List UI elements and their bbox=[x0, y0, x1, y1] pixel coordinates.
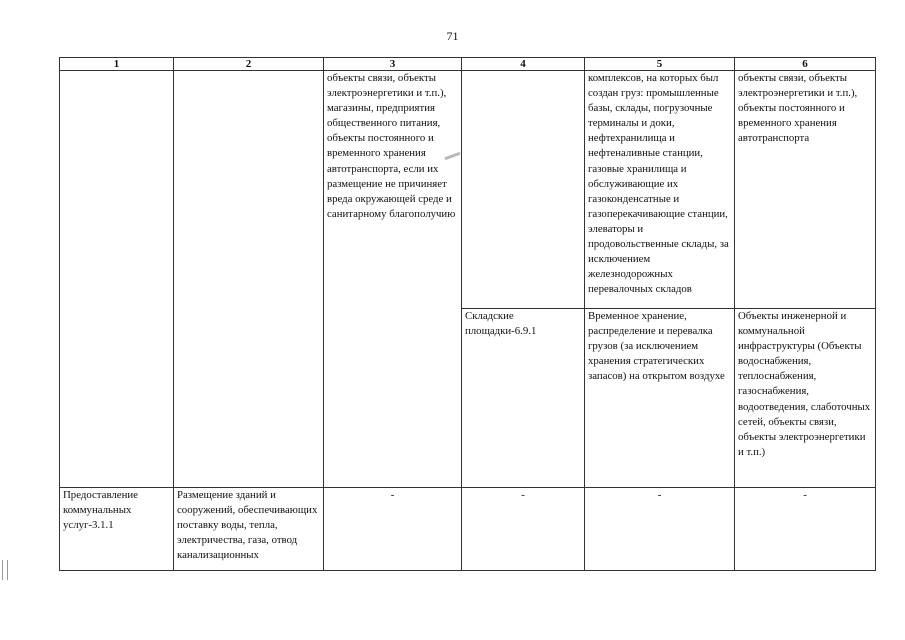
row1-cell-6: объекты связи, объекты электроэнергетики и т.п.), объекты постоянного и временного хранения автотранспорта bbox=[735, 71, 876, 309]
row3-cell-4: - bbox=[462, 488, 585, 571]
margin-mark bbox=[2, 560, 8, 580]
table-row bbox=[60, 71, 876, 309]
row3-cell-6: - bbox=[735, 488, 876, 571]
page-number: 71 bbox=[446, 29, 459, 43]
row3-cell-3: - bbox=[324, 488, 462, 571]
row1-cell-3: объекты связи, объекты электроэнергетики и т.п.), магазины, предприятия общественного питания, объекты постоянного и временного хранения автотранспорта, если их размещение не причиняет вреда окружающей среде и санитарному благополучию bbox=[324, 71, 462, 488]
row3-cell-5: - bbox=[585, 488, 735, 571]
row1-cell-2 bbox=[174, 71, 324, 488]
row2-cell-4: Складские площадки-6.9.1 bbox=[462, 309, 585, 488]
row3-cell-2: Размещение зданий и сооружений, обеспечивающих поставку воды, тепла, электричества, газа, отвод канализационных bbox=[174, 488, 324, 571]
column-header-1: 1 bbox=[60, 58, 174, 71]
column-header-5: 5 bbox=[585, 58, 735, 71]
column-header-2: 2 bbox=[174, 58, 324, 71]
table-row bbox=[60, 488, 876, 571]
row2-cell-5: Временное хранение, распределение и перевалка грузов (за исключением хранения стратегических запасов) на открытом воздухе bbox=[585, 309, 735, 488]
regulation-table bbox=[59, 57, 876, 571]
row2-cell-6: Объекты инженерной и коммунальной инфраструктуры (Объекты водоснабжения, теплоснабжения, газоснабжения, водоотведения, слаботочных сетей, объекты связи, объекты электроэнергетики и т.п.) bbox=[735, 309, 876, 488]
table-header-row bbox=[60, 58, 876, 71]
row1-cell-4 bbox=[462, 71, 585, 309]
row1-cell-1 bbox=[60, 71, 174, 488]
row3-cell-1: Предоставление коммунальных услуг-3.1.1 bbox=[60, 488, 174, 571]
column-header-3: 3 bbox=[324, 58, 462, 71]
column-header-4: 4 bbox=[462, 58, 585, 71]
row1-cell-5: комплексов, на которых был создан груз: промышленные базы, склады, погрузочные терминалы и доки, нефтехранилища и нефтеналивные станции, газовые хранилища и обслуживающие их газоконденсатные и газоперекачивающие станции, элеваторы и продовольственные склады, за исключением железнодорожных перевалочных складов bbox=[585, 71, 735, 309]
column-header-6: 6 bbox=[735, 58, 876, 71]
